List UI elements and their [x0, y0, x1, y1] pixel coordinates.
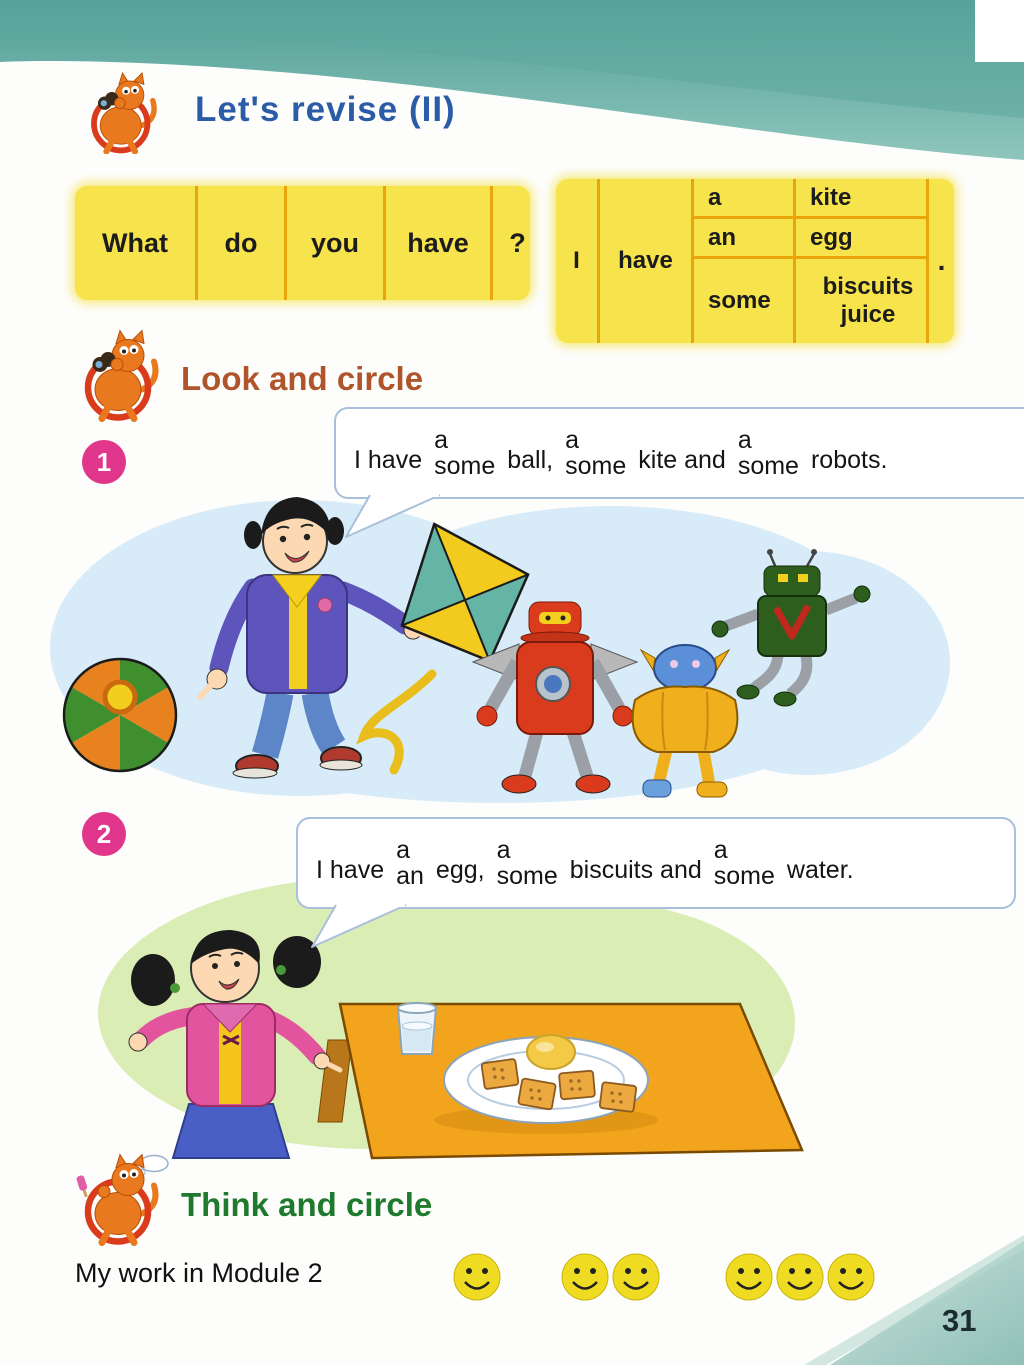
question-pattern-table — [75, 186, 530, 300]
q-cell: have — [386, 186, 493, 300]
bubble-text: water. — [786, 855, 854, 884]
choice-option[interactable]: a — [737, 425, 752, 454]
my-work-label: My work in Module 2 — [75, 1258, 323, 1288]
ball-icon — [64, 659, 176, 771]
bubble-text: I have — [354, 445, 423, 474]
choice-option[interactable]: some — [713, 862, 775, 890]
smiley-icon[interactable] — [826, 1252, 876, 1302]
egg-icon — [527, 1035, 575, 1069]
page-number: 31 — [942, 1303, 977, 1338]
choice-option[interactable]: some — [434, 452, 496, 480]
section-title-think-and-circle: Think and circle — [181, 1186, 433, 1223]
speech-bubble-tail — [340, 493, 450, 541]
noun-line: juice — [840, 301, 896, 328]
choice-option[interactable]: a — [713, 835, 728, 864]
bubble-text: I have — [316, 855, 385, 884]
choice-ball-article[interactable] — [434, 427, 495, 480]
rating-group-2[interactable] — [560, 1252, 661, 1302]
smiley-icon[interactable] — [775, 1252, 825, 1302]
glass-of-water-icon — [398, 1003, 436, 1054]
smiley-icon[interactable] — [560, 1252, 610, 1302]
cat-with-binoculars-icon — [70, 72, 175, 154]
q-cell: you — [287, 186, 386, 300]
choice-option[interactable]: some — [496, 862, 558, 890]
section-title-look-and-circle: Look and circle — [181, 360, 424, 397]
a-cell-noun: egg — [796, 219, 929, 259]
a-cell-period: . — [937, 245, 946, 276]
scene-boy-toys-illustration — [50, 478, 950, 810]
speech-bubble-1 — [334, 407, 1024, 499]
rating-group-1[interactable] — [452, 1252, 502, 1302]
item-number-badge: 2 — [82, 812, 126, 856]
a-cell-noun: kite — [796, 179, 929, 219]
bubble-text: robots. — [810, 445, 888, 474]
page-corner-notch — [975, 0, 1024, 62]
smiley-icon[interactable] — [611, 1252, 661, 1302]
item-number-badge: 1 — [82, 440, 126, 484]
choice-option[interactable]: a — [434, 425, 449, 454]
bubble-text: ball, — [507, 445, 554, 474]
speech-bubble-tail — [306, 903, 416, 951]
cat-with-binoculars-icon — [70, 328, 170, 423]
choice-option[interactable]: a — [565, 425, 580, 454]
q-cell: do — [198, 186, 287, 300]
q-cell: ? — [509, 227, 526, 258]
a-cell-article: a — [694, 179, 796, 219]
choice-kite-article[interactable] — [565, 427, 626, 480]
choice-biscuits-article[interactable] — [497, 837, 558, 890]
choice-option[interactable]: a — [396, 835, 411, 864]
a-cell-noun — [796, 259, 929, 343]
rating-group-3[interactable] — [724, 1252, 876, 1302]
a-cell-article: an — [694, 219, 796, 259]
smiley-icon[interactable] — [724, 1252, 774, 1302]
answer-pattern-table — [556, 179, 954, 343]
choice-water-article[interactable] — [714, 837, 775, 890]
scene-girl-food-illustration — [90, 868, 820, 1168]
choice-option[interactable]: a — [496, 835, 511, 864]
page-title: Let's revise (II) — [195, 90, 456, 129]
noun-line: biscuits — [822, 273, 914, 301]
speech-bubble-2 — [296, 817, 1016, 909]
smiley-icon[interactable] — [452, 1252, 502, 1302]
choice-robots-article[interactable] — [738, 427, 799, 480]
bubble-text: egg, — [435, 855, 485, 884]
choice-option[interactable]: some — [565, 452, 627, 480]
choice-option[interactable]: some — [737, 452, 799, 480]
bubble-text: kite and — [638, 445, 726, 474]
choice-option[interactable]: an — [396, 862, 424, 890]
a-cell-subject: I — [556, 179, 600, 343]
q-cell: What — [75, 186, 198, 300]
a-cell-verb: have — [600, 179, 694, 343]
bubble-text: biscuits and — [569, 855, 702, 884]
a-cell-article: some — [694, 259, 796, 343]
choice-egg-article[interactable] — [396, 837, 424, 890]
